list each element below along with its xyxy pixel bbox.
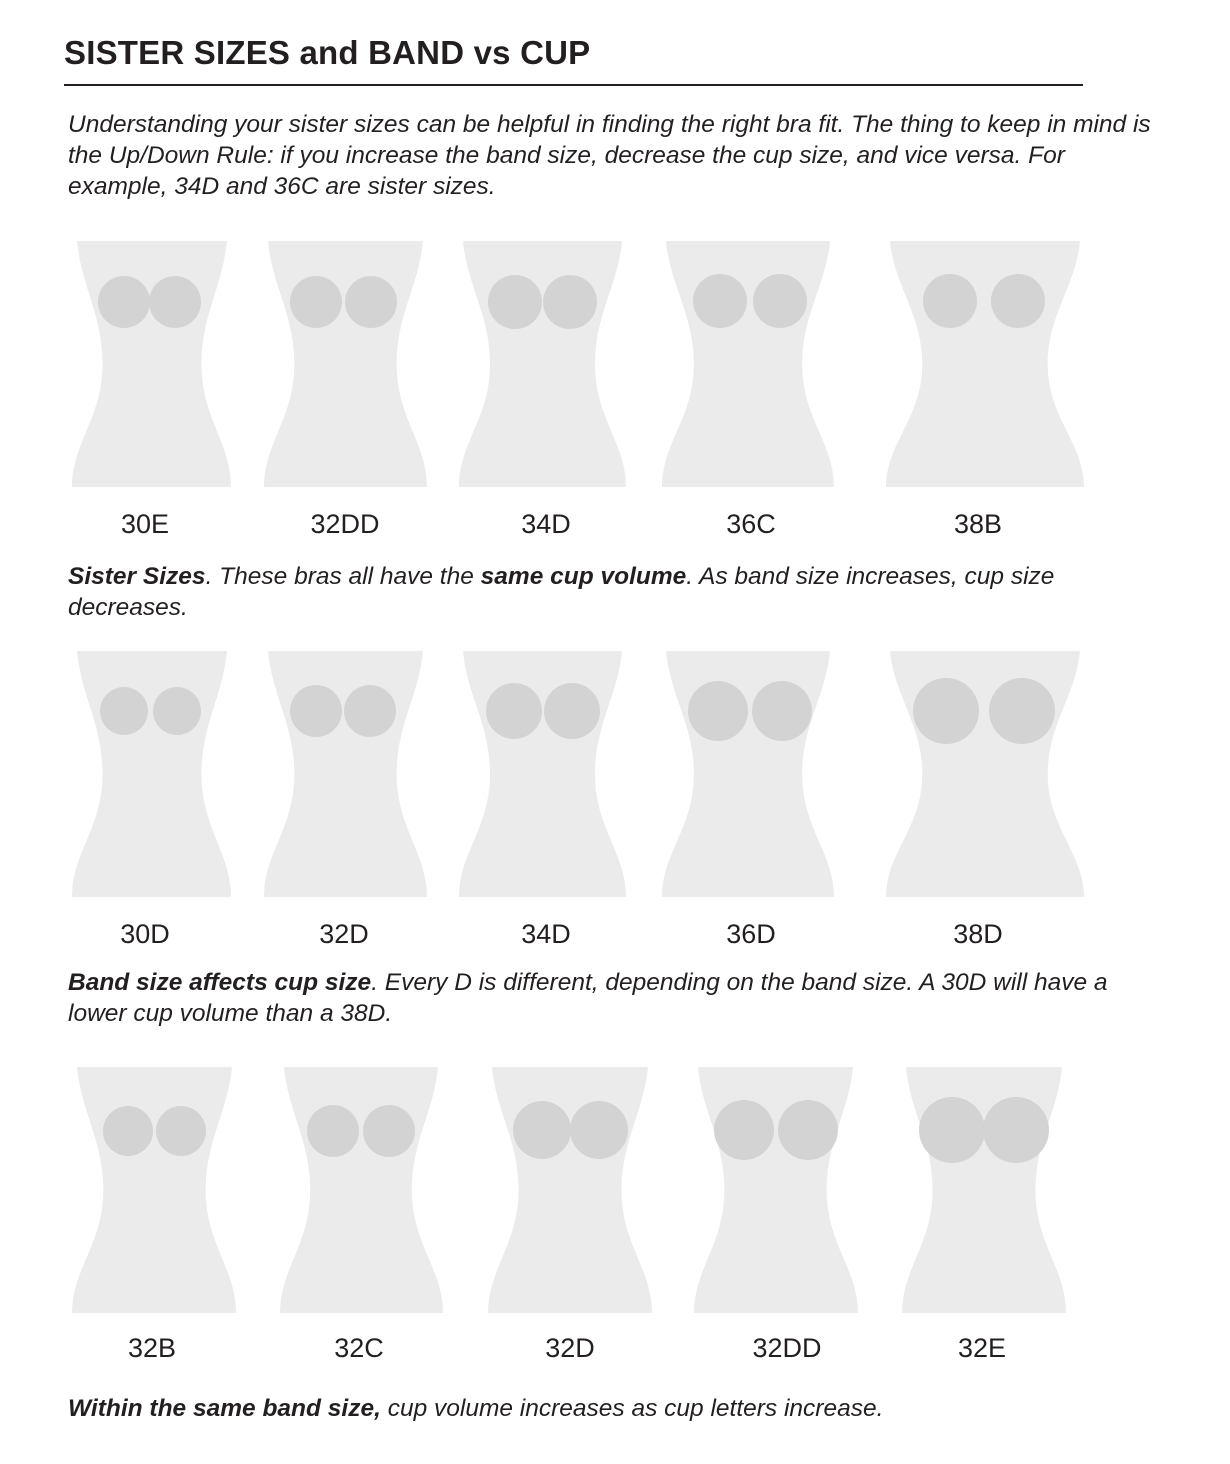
torso-figure <box>280 1067 443 1363</box>
torso-figure <box>488 1067 652 1363</box>
caption-text: . These bras all have the <box>205 563 481 590</box>
size-row-2 <box>72 651 1084 949</box>
torso-silhouette <box>886 241 1084 487</box>
right-cup <box>363 1105 415 1157</box>
size-label: 32DD <box>752 1333 822 1363</box>
size-row-3 <box>72 1067 1066 1363</box>
size-label: 34D <box>521 919 571 949</box>
torso-silhouette <box>694 1067 858 1313</box>
torso-figure <box>72 241 231 539</box>
size-label: 32E <box>957 1333 1007 1363</box>
right-cup <box>983 1097 1049 1163</box>
size-label: 32D <box>545 1333 595 1363</box>
torso-silhouette <box>459 651 626 897</box>
right-cup <box>753 274 807 328</box>
torso-silhouette <box>662 651 834 897</box>
left-cup <box>923 274 977 328</box>
torso-silhouette <box>902 1067 1066 1313</box>
right-cup <box>778 1100 838 1160</box>
caption-lead: Sister Sizes <box>68 563 206 590</box>
sister-sizes-caption <box>68 561 1128 623</box>
torso-figure <box>662 651 834 949</box>
right-cup <box>989 678 1055 744</box>
caption-emphasis: same cup volume <box>480 563 687 590</box>
right-cup <box>344 685 396 737</box>
page-title: SISTER SIZES and BAND vs CUP <box>64 34 591 71</box>
size-label: 38B <box>953 509 1003 539</box>
right-cup <box>752 681 812 741</box>
torso-silhouette <box>264 241 427 487</box>
right-cup <box>153 687 201 735</box>
right-cup <box>991 274 1045 328</box>
caption-text: . As band size increases, cup size decreases. <box>68 563 1055 621</box>
left-cup <box>290 276 342 328</box>
left-cup <box>913 678 979 744</box>
band-affects-cup-caption <box>68 967 1128 1029</box>
torso-figure <box>459 241 626 539</box>
right-cup <box>544 683 600 739</box>
size-label: 32DD <box>310 509 380 539</box>
intro-paragraph: Understanding your sister sizes can be helpful in finding the right bra fit. The thing to keep in mind is the Up/Down Rule: if you increase the band size, decrease the cup size, and vice versa. For example, 34D and 36C are sister sizes. <box>68 111 1151 200</box>
size-label: 38D <box>953 919 1003 949</box>
left-cup <box>688 681 748 741</box>
size-label: 32D <box>319 919 369 949</box>
caption-lead: Band size affects cup size <box>68 969 372 996</box>
right-cup <box>345 276 397 328</box>
left-cup <box>714 1100 774 1160</box>
caption-text: . Every D is different, depending on the band size. A 30D will have a lower cup volume than a 38D. <box>68 969 1108 1027</box>
torso-silhouette <box>72 241 231 487</box>
left-cup <box>488 275 542 329</box>
caption-text: cup volume increases as cup letters increase. <box>380 1395 884 1422</box>
torso-figure <box>459 651 626 949</box>
left-cup <box>98 276 150 328</box>
caption-lead: Within the same band size, <box>68 1395 381 1422</box>
right-cup <box>570 1101 628 1159</box>
left-cup <box>100 687 148 735</box>
size-label: 30E <box>120 509 170 539</box>
size-label: 34D <box>521 509 571 539</box>
left-cup <box>486 683 542 739</box>
right-cup <box>156 1106 206 1156</box>
torso-silhouette <box>886 651 1084 897</box>
size-label: 32B <box>127 1333 177 1363</box>
left-cup <box>919 1097 985 1163</box>
torso-silhouette <box>459 241 626 487</box>
torso-figure <box>886 241 1084 539</box>
torso-silhouette <box>72 651 231 897</box>
left-cup <box>693 274 747 328</box>
right-cup <box>149 276 201 328</box>
same-band-caption <box>68 1393 1128 1424</box>
torso-silhouette <box>280 1067 443 1313</box>
left-cup <box>513 1101 571 1159</box>
torso-silhouette <box>488 1067 652 1313</box>
size-label: 30D <box>120 919 170 949</box>
torso-silhouette <box>264 651 427 897</box>
size-label: 36D <box>726 919 776 949</box>
torso-silhouette <box>72 1067 236 1313</box>
torso-silhouette <box>662 241 834 487</box>
size-label: 36C <box>726 509 776 539</box>
left-cup <box>103 1106 153 1156</box>
right-cup <box>543 275 597 329</box>
left-cup <box>307 1105 359 1157</box>
torso-figure <box>264 651 427 949</box>
torso-figure <box>886 651 1084 949</box>
left-cup <box>290 685 342 737</box>
torso-figure <box>694 1067 858 1363</box>
torso-figure <box>72 651 231 949</box>
torso-figure <box>902 1067 1066 1363</box>
size-row-1 <box>72 241 1084 539</box>
torso-figure <box>662 241 834 539</box>
torso-figure <box>264 241 427 539</box>
size-label: 32C <box>334 1333 384 1363</box>
torso-figure <box>72 1067 236 1363</box>
